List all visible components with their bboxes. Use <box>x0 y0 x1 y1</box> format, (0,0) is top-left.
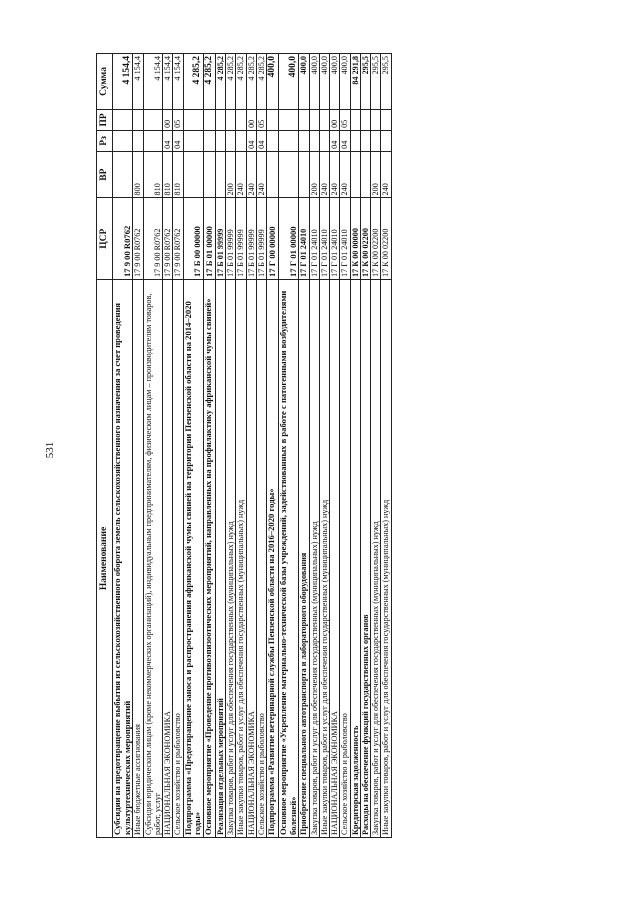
row-sum: 4 154,4 <box>113 54 133 110</box>
row-vr: 240 <box>236 151 246 198</box>
row-pr: 00 <box>163 109 173 130</box>
row-pr: 00 <box>330 109 340 130</box>
row-sum: 400,0 <box>278 54 298 110</box>
row-rz <box>204 130 216 151</box>
row-rz: 04 <box>173 130 183 151</box>
row-pr: 05 <box>256 109 266 130</box>
table-row <box>309 54 319 838</box>
row-pr <box>299 109 309 130</box>
row-vr <box>299 151 309 198</box>
row-vr: 810 <box>163 151 173 198</box>
row-name: Подпрограмма «Развитие ветеринарной службы Пензенской области на 2016–2020 годы» <box>267 280 279 838</box>
row-rz <box>236 130 246 151</box>
row-rz <box>371 130 381 151</box>
row-sum: 4 285,2 <box>226 54 236 110</box>
row-sum: 295,5 <box>381 54 391 110</box>
row-vr: 810 <box>173 151 183 198</box>
row-sum: 4 154,4 <box>143 54 163 110</box>
header-name: Наименование <box>97 280 113 838</box>
row-csr: 17 Б 01 99999 <box>246 198 256 280</box>
row-name: Иные бюджетные ассигнования <box>133 280 143 838</box>
row-vr <box>360 151 370 198</box>
row-vr: 240 <box>246 151 256 198</box>
row-csr: 17 Г 00 00000 <box>267 198 279 280</box>
budget-table-container <box>96 53 586 838</box>
row-name: Иные закупки товаров, работ и услуг для обеспечения государственных (муниципальных) нужд <box>236 280 246 838</box>
row-pr <box>236 109 246 130</box>
row-csr: 17 К 00 00000 <box>350 198 360 280</box>
header-rz: Рз <box>97 130 113 151</box>
table-row <box>267 54 279 838</box>
row-name: Сельское хозяйство и рыболовство <box>173 280 183 838</box>
row-sum: 4 154,4 <box>173 54 183 110</box>
table-row <box>163 54 173 838</box>
row-pr <box>278 109 298 130</box>
row-sum: 84 291,8 <box>350 54 360 110</box>
row-pr <box>371 109 381 130</box>
row-name: Иные закупки товаров, работ и услуг для обеспечения государственных (муниципальных) нужд <box>381 280 391 838</box>
row-name: Расходы на обеспечение функций государственных органов <box>360 280 370 838</box>
table-row <box>113 54 133 838</box>
row-name: Субсидии юридическим лицам (кроме некоммерческих организаций), индивидуальным предпринимателям, физическим лицам – производителям товаров, работ, услуг <box>143 280 163 838</box>
row-vr: 240 <box>330 151 340 198</box>
row-csr: 17 9 00 R0762 <box>173 198 183 280</box>
row-name: Закупка товаров, работ и услуг для обеспечения государственных (муниципальных) нужд <box>371 280 381 838</box>
row-rz: 04 <box>246 130 256 151</box>
row-vr: 240 <box>319 151 329 198</box>
row-sum: 295,5 <box>360 54 370 110</box>
row-vr <box>278 151 298 198</box>
row-pr <box>381 109 391 130</box>
budget-table <box>96 53 392 838</box>
table-row <box>183 54 203 838</box>
table-row <box>340 54 350 838</box>
row-sum: 400,0 <box>309 54 319 110</box>
row-rz <box>360 130 370 151</box>
row-pr <box>319 109 329 130</box>
row-pr <box>215 109 225 130</box>
row-rz <box>350 130 360 151</box>
row-name: Закупка товаров, работ и услуг для обеспечения государственных (муниципальных) нужд <box>309 280 319 838</box>
row-sum: 295,5 <box>371 54 381 110</box>
row-name: Основное мероприятие «Укрепление материально-технической базы учреждений, задействованных в работе с патогенными возбудителями болезней» <box>278 280 298 838</box>
row-csr: 17 Б 01 99999 <box>236 198 246 280</box>
row-pr <box>350 109 360 130</box>
table-row <box>278 54 298 838</box>
row-vr <box>113 151 133 198</box>
row-sum: 4 285,2 <box>183 54 203 110</box>
row-rz: 04 <box>163 130 173 151</box>
row-vr: 200 <box>371 151 381 198</box>
row-name: Субсидии на предотвращение выбытия из сельскохозяйственного оборота земель сельскохозяйственного назначения за счет проведения культуртехнических мероприятий <box>113 280 133 838</box>
row-vr: 240 <box>340 151 350 198</box>
row-pr <box>183 109 203 130</box>
row-rz: 04 <box>256 130 266 151</box>
row-vr <box>215 151 225 198</box>
row-sum: 4 285,2 <box>236 54 246 110</box>
row-csr: 17 9 00 R0762 <box>133 198 143 280</box>
row-sum: 400,0 <box>340 54 350 110</box>
row-name: Сельское хозяйство и рыболовство <box>340 280 350 838</box>
row-rz: 04 <box>340 130 350 151</box>
table-row <box>371 54 381 838</box>
row-pr <box>226 109 236 130</box>
row-csr: 17 Г 01 24010 <box>309 198 319 280</box>
row-vr: 200 <box>309 151 319 198</box>
row-csr: 17 Г 01 24010 <box>299 198 309 280</box>
row-sum: 400,0 <box>330 54 340 110</box>
table-row <box>143 54 163 838</box>
row-csr: 17 К 00 02200 <box>360 198 370 280</box>
row-csr: 17 К 00 02200 <box>371 198 381 280</box>
row-name: Иные закупки товаров, работ и услуг для обеспечения государственных (муниципальных) нужд <box>319 280 329 838</box>
table-row <box>246 54 256 838</box>
row-csr: 17 Б 00 00000 <box>183 198 203 280</box>
row-pr <box>143 109 163 130</box>
row-pr <box>267 109 279 130</box>
row-csr: 17 Б 01 99999 <box>256 198 266 280</box>
row-pr <box>309 109 319 130</box>
table-header-row <box>97 54 113 838</box>
table-row <box>256 54 266 838</box>
row-csr: 17 Г 01 24010 <box>330 198 340 280</box>
row-sum: 4 154,4 <box>133 54 143 110</box>
row-name: Закупка товаров, работ и услуг для обеспечения государственных (муниципальных) нужд <box>226 280 236 838</box>
row-rz <box>278 130 298 151</box>
row-name: Основное мероприятие «Проведение противоэпизоотических мероприятий, направленных на профилактику африканской чумы свиней» <box>204 280 216 838</box>
row-sum: 4 285,2 <box>215 54 225 110</box>
header-csr: ЦСР <box>97 198 113 280</box>
page-number: 531 <box>44 441 56 459</box>
row-csr: 17 Г 01 24010 <box>319 198 329 280</box>
table-row <box>360 54 370 838</box>
row-vr: 800 <box>133 151 143 198</box>
row-vr <box>350 151 360 198</box>
row-name: НАЦИОНАЛЬНАЯ ЭКОНОМИКА <box>163 280 173 838</box>
row-csr: 17 Б 01 00000 <box>204 198 216 280</box>
row-name: Подпрограмма «Предотвращение заноса и распространения африканской чумы свиней на территории Пензенской области на 2014–2020 годы» <box>183 280 203 838</box>
row-sum: 4 285,2 <box>246 54 256 110</box>
row-sum: 400,0 <box>267 54 279 110</box>
row-rz <box>381 130 391 151</box>
row-rz <box>309 130 319 151</box>
row-csr: 17 Г 01 24010 <box>340 198 350 280</box>
row-name: Приобретение специального автотранспорта и лабораторного оборудования <box>299 280 309 838</box>
row-sum: 4 154,4 <box>163 54 173 110</box>
table-row <box>299 54 309 838</box>
row-vr: 240 <box>256 151 266 198</box>
row-csr: 17 9 00 R0762 <box>143 198 163 280</box>
row-csr: 17 Б 01 99999 <box>215 198 225 280</box>
table-row <box>381 54 391 838</box>
table-row <box>215 54 225 838</box>
row-rz <box>183 130 203 151</box>
row-vr: 240 <box>381 151 391 198</box>
row-pr <box>204 109 216 130</box>
row-rz <box>299 130 309 151</box>
row-pr <box>113 109 133 130</box>
table-row <box>226 54 236 838</box>
row-name: Кредиторская задолженность <box>350 280 360 838</box>
row-sum: 400,0 <box>319 54 329 110</box>
row-pr <box>360 109 370 130</box>
row-vr <box>267 151 279 198</box>
table-row <box>236 54 246 838</box>
row-rz <box>143 130 163 151</box>
row-csr: 17 Б 01 99999 <box>226 198 236 280</box>
table-row <box>173 54 183 838</box>
row-rz <box>215 130 225 151</box>
table-row <box>330 54 340 838</box>
row-pr: 05 <box>173 109 183 130</box>
row-name: Сельское хозяйство и рыболовство <box>256 280 266 838</box>
header-sum: Сумма <box>97 54 113 110</box>
row-vr <box>204 151 216 198</box>
table-row <box>319 54 329 838</box>
row-csr: 17 К 00 02200 <box>381 198 391 280</box>
row-pr <box>133 109 143 130</box>
header-pr: ПР <box>97 109 113 130</box>
row-vr: 200 <box>226 151 236 198</box>
row-rz <box>319 130 329 151</box>
row-csr: 17 9 00 R0762 <box>163 198 173 280</box>
row-pr: 05 <box>340 109 350 130</box>
row-rz <box>133 130 143 151</box>
row-csr: 17 Г 01 00000 <box>278 198 298 280</box>
header-vr: ВР <box>97 151 113 198</box>
row-sum: 4 285,2 <box>204 54 216 110</box>
row-sum: 4 285,2 <box>256 54 266 110</box>
row-rz <box>113 130 133 151</box>
table-row <box>133 54 143 838</box>
row-csr: 17 9 00 R0762 <box>113 198 133 280</box>
table-row <box>204 54 216 838</box>
row-vr: 810 <box>143 151 163 198</box>
row-vr <box>183 151 203 198</box>
row-name: Реализация отдельных мероприятий <box>215 280 225 838</box>
row-sum: 400,0 <box>299 54 309 110</box>
table-body <box>113 54 392 838</box>
row-rz <box>267 130 279 151</box>
row-pr: 00 <box>246 109 256 130</box>
row-rz <box>226 130 236 151</box>
row-name: НАЦИОНАЛЬНАЯ ЭКОНОМИКА <box>330 280 340 838</box>
table-row <box>350 54 360 838</box>
row-name: НАЦИОНАЛЬНАЯ ЭКОНОМИКА <box>246 280 256 838</box>
row-rz: 04 <box>330 130 340 151</box>
